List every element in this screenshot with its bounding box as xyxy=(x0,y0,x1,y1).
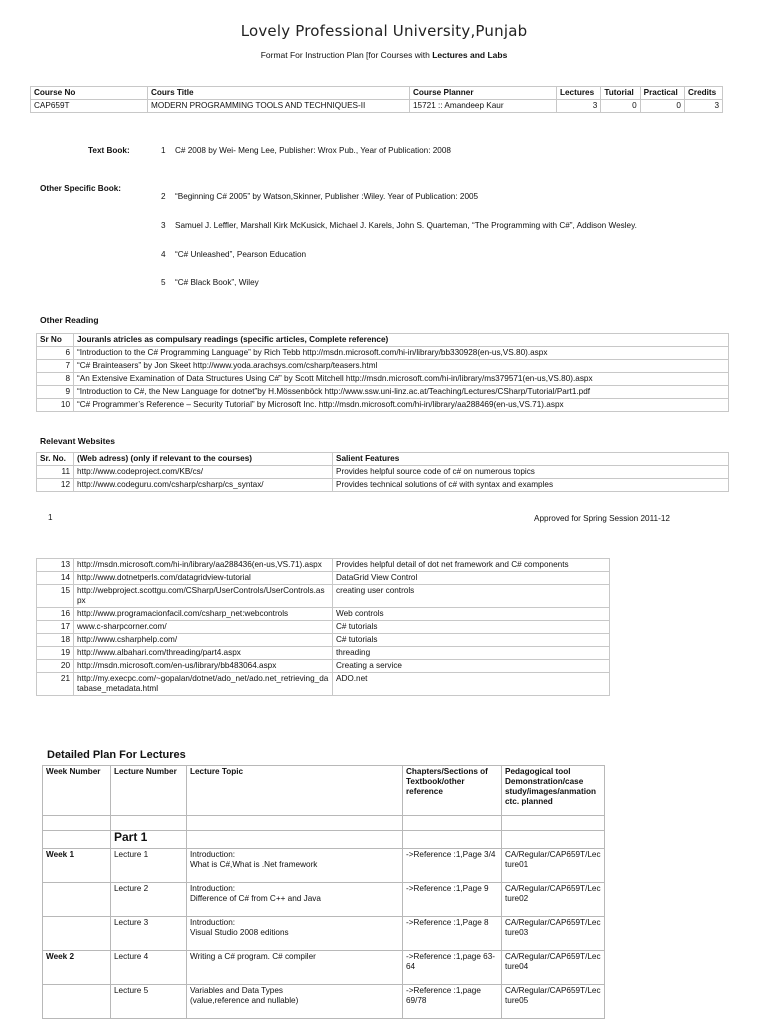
practical-value: 0 xyxy=(640,100,684,113)
websites-table xyxy=(36,452,729,492)
pedagogical-tool: CA/Regular/CAP659T/Lecture01 xyxy=(502,849,605,883)
week-label xyxy=(43,917,111,951)
table-row xyxy=(43,951,605,985)
plan-table xyxy=(42,765,605,1019)
reading-no: 8 xyxy=(37,373,74,386)
lecture-reference: ->Reference :1,page 63-64 xyxy=(403,951,502,985)
websites-table-cont xyxy=(36,558,610,696)
table-row xyxy=(37,634,610,647)
website-no: 20 xyxy=(37,660,74,673)
col-lectures: Lectures xyxy=(557,87,601,100)
website-feature: C# tutorials xyxy=(333,634,610,647)
website-no: 17 xyxy=(37,621,74,634)
course-no: CAP659T xyxy=(31,100,148,113)
col-practical: Practical xyxy=(640,87,684,100)
pedagogical-tool: CA/Regular/CAP659T/Lecture02 xyxy=(502,883,605,917)
reading-text: “Introduction to the C# Programming Language” by Rich Tebb http://msdn.microsoft.com/hi-in/library/bb330928(en-us,VS.80).aspx xyxy=(74,347,729,360)
lecture-topic: Introduction: What is C#,What is .Net framework xyxy=(187,849,403,883)
pedagogical-tool: CA/Regular/CAP659T/Lecture04 xyxy=(502,951,605,985)
lecture-topic: Introduction: Difference of C# from C++ and Java xyxy=(187,883,403,917)
reading-no: 10 xyxy=(37,399,74,412)
website-url[interactable]: http://www.codeguru.com/csharp/csharp/cs_syntax/ xyxy=(74,479,333,492)
table-row xyxy=(37,347,729,360)
website-feature: threading xyxy=(333,647,610,660)
plan-title: Detailed Plan For Lectures xyxy=(47,749,186,761)
reading-no: 6 xyxy=(37,347,74,360)
reading-no: 9 xyxy=(37,386,74,399)
lecture-reference: ->Reference :1,Page 8 xyxy=(403,917,502,951)
website-feature: Provides helpful source code of c# on numerous topics xyxy=(333,466,729,479)
website-feature: creating user controls xyxy=(333,585,610,608)
credits-value: 3 xyxy=(684,100,722,113)
reading-table xyxy=(36,333,729,412)
book-text: “Beginning C# 2005” by Watson,Skinner, Publisher :Wiley. Year of Publication: 2005 xyxy=(175,192,479,201)
book-text: “C# Black Book”, Wiley xyxy=(175,278,259,287)
table-row xyxy=(37,608,610,621)
table-row xyxy=(43,883,605,917)
lecture-topic: Variables and Data Types (value,reference and nullable) xyxy=(187,985,403,1019)
col-sr-no: Sr No xyxy=(37,334,74,347)
website-url[interactable]: http://www.albahari.com/threading/part4.aspx xyxy=(74,647,333,660)
reading-text: “Introduction to C#, the New Language for dotnet”by H.Mössenböck http://www.ssw.uni-linz.ac.at/Teaching/Lectures/CSharp/Tutorial/Part1.pdf xyxy=(74,386,729,399)
col-course-planner: Course Planner xyxy=(410,87,557,100)
lecture-label: Lecture 4 xyxy=(111,951,187,985)
col-topic: Lecture Topic xyxy=(187,766,403,816)
lecture-reference: ->Reference :1,Page 3/4 xyxy=(403,849,502,883)
website-url[interactable]: http://www.csharphelp.com/ xyxy=(74,634,333,647)
lecture-label: Lecture 1 xyxy=(111,849,187,883)
website-no: 18 xyxy=(37,634,74,647)
lecture-label: Lecture 2 xyxy=(111,883,187,917)
book-num: 4 xyxy=(161,250,166,259)
part-label: Part 1 xyxy=(111,831,187,849)
table-row xyxy=(37,621,610,634)
col-lecture: Lecture Number xyxy=(111,766,187,816)
part-row xyxy=(43,831,605,849)
lecture-topic: Introduction: Visual Studio 2008 editions xyxy=(187,917,403,951)
table-row xyxy=(37,386,729,399)
tutorial-value: 0 xyxy=(601,100,640,113)
week-label xyxy=(43,985,111,1019)
reading-header-row xyxy=(37,334,729,347)
course-row xyxy=(31,100,723,113)
col-credits: Credits xyxy=(684,87,722,100)
col-reference: Chapters/Sections of Textbook/other reference xyxy=(403,766,502,816)
website-url[interactable]: http://webproject.scottgu.com/CSharp/UserControls/UserControls.aspx xyxy=(74,585,333,608)
other-reading-title: Other Reading xyxy=(40,315,99,325)
reading-text: “C# Programmer’s Reference – Security Tutorial” by Microsoft Inc. http://msdn.microsoft.com/hi-in/library/aa288469(en-us,VS.71).aspx xyxy=(74,399,729,412)
pedagogical-tool: CA/Regular/CAP659T/Lecture05 xyxy=(502,985,605,1019)
week-label xyxy=(43,883,111,917)
col-course-title: Cours Title xyxy=(148,87,410,100)
table-row xyxy=(37,466,729,479)
website-feature: Provides technical solutions of c# with syntax and examples xyxy=(333,479,729,492)
website-no: 12 xyxy=(37,479,74,492)
table-row xyxy=(37,572,610,585)
reading-text: “C# Brainteasers” by Jon Skeet http://www.yoda.arachsys.com/csharp/teasers.html xyxy=(74,360,729,373)
website-no: 14 xyxy=(37,572,74,585)
book-num: 2 xyxy=(161,192,166,201)
website-no: 16 xyxy=(37,608,74,621)
week-label: Week 1 xyxy=(43,849,111,883)
websites-title: Relevant Websites xyxy=(40,436,115,446)
week-label: Week 2 xyxy=(43,951,111,985)
text-book-text: C# 2008 by Wei- Meng Lee, Publisher: Wrox Pub., Year of Publication: 2008 xyxy=(175,146,451,155)
plan-header-row xyxy=(43,766,605,816)
approved-note: Approved for Spring Session 2011-12 xyxy=(534,514,670,523)
table-row xyxy=(43,849,605,883)
table-row xyxy=(37,373,729,386)
lecture-topic: Writing a C# program. C# compiler xyxy=(187,951,403,985)
lecture-label: Lecture 5 xyxy=(111,985,187,1019)
reading-no: 7 xyxy=(37,360,74,373)
col-reading: Jouranls atricles as compulsary readings (specific articles, Complete reference) xyxy=(74,334,729,347)
website-url[interactable]: http://msdn.microsoft.com/en-us/library/bb483064.aspx xyxy=(74,660,333,673)
pedagogical-tool: CA/Regular/CAP659T/Lecture03 xyxy=(502,917,605,951)
text-book-label: Text Book: xyxy=(88,146,130,155)
course-header-row xyxy=(31,87,723,100)
website-url[interactable]: http://www.programacionfacil.com/csharp_net:webcontrols xyxy=(74,608,333,621)
lecture-reference: ->Reference :1,page 69/78 xyxy=(403,985,502,1019)
col-salient-features: Salient Features xyxy=(333,453,729,466)
website-no: 13 xyxy=(37,559,74,572)
page-number: 1 xyxy=(48,513,53,522)
col-tutorial: Tutorial xyxy=(601,87,640,100)
table-row xyxy=(37,479,729,492)
book-num: 3 xyxy=(161,221,166,230)
col-week: Week Number xyxy=(43,766,111,816)
university-title: Lovely Professional University,Punjab xyxy=(240,22,528,40)
website-url[interactable]: http://msdn.microsoft.com/hi-in/library/aa288436(en-us,VS.71).aspx xyxy=(74,559,333,572)
website-url[interactable]: www.c-sharpcorner.com/ xyxy=(74,621,333,634)
website-feature: Provides helpful detail of dot net framework and C# components xyxy=(333,559,610,572)
col-sr-no: Sr. No. xyxy=(37,453,74,466)
text-book-num: 1 xyxy=(161,146,166,155)
spacer-row xyxy=(43,816,605,831)
book-num: 5 xyxy=(161,278,166,287)
table-row xyxy=(37,559,610,572)
website-feature: DataGrid View Control xyxy=(333,572,610,585)
website-no: 19 xyxy=(37,647,74,660)
website-feature: C# tutorials xyxy=(333,621,610,634)
website-feature: Web controls xyxy=(333,608,610,621)
table-row xyxy=(37,585,610,608)
course-planner: 15721 :: Amandeep Kaur xyxy=(410,100,557,113)
col-web-address: (Web adress) (only if relevant to the courses) xyxy=(74,453,333,466)
website-no: 15 xyxy=(37,585,74,608)
lectures-value: 3 xyxy=(557,100,601,113)
col-pedagogical: Pedagogical tool Demonstration/case study/images/anmation ctc. planned xyxy=(502,766,605,816)
website-no: 21 xyxy=(37,673,74,696)
table-row xyxy=(37,673,610,696)
reading-text: “An Extensive Examination of Data Structures Using C#” by Scott Mitchell http://msdn.microsoft.com/hi-in/library/ms379571(en-us,VS.80).aspx xyxy=(74,373,729,386)
table-row xyxy=(43,917,605,951)
table-row xyxy=(37,647,610,660)
format-subtitle: Format For Instruction Plan [for Courses with Lectures and Labs xyxy=(260,50,508,60)
book-text: Samuel J. Leffler, Marshall Kirk McKusick, Michael J. Karels, John S. Quarteman, “The Programming with C#”, Addison Wesley. xyxy=(175,221,637,230)
website-no: 11 xyxy=(37,466,74,479)
lecture-reference: ->Reference :1,Page 9 xyxy=(403,883,502,917)
table-row xyxy=(37,360,729,373)
col-course-no: Course No xyxy=(31,87,148,100)
websites-header-row xyxy=(37,453,729,466)
website-feature: Creating a service xyxy=(333,660,610,673)
website-url[interactable]: http://my.execpc.com/~gopalan/dotnet/ado_net/ado.net_retrieving_database_metadata.html xyxy=(74,673,333,696)
table-row xyxy=(37,660,610,673)
website-url[interactable]: http://www.codeproject.com/KB/cs/ xyxy=(74,466,333,479)
lecture-label: Lecture 3 xyxy=(111,917,187,951)
table-row xyxy=(43,985,605,1019)
website-feature: ADO.net xyxy=(333,673,610,696)
book-text: “C# Unleashed”, Pearson Education xyxy=(175,250,307,259)
other-books-label: Other Specific Book: xyxy=(40,184,121,193)
table-row xyxy=(37,399,729,412)
course-table xyxy=(30,86,723,113)
website-url[interactable]: http://www.dotnetperls.com/datagridview-tutorial xyxy=(74,572,333,585)
course-title: MODERN PROGRAMMING TOOLS AND TECHNIQUES-II xyxy=(148,100,410,113)
